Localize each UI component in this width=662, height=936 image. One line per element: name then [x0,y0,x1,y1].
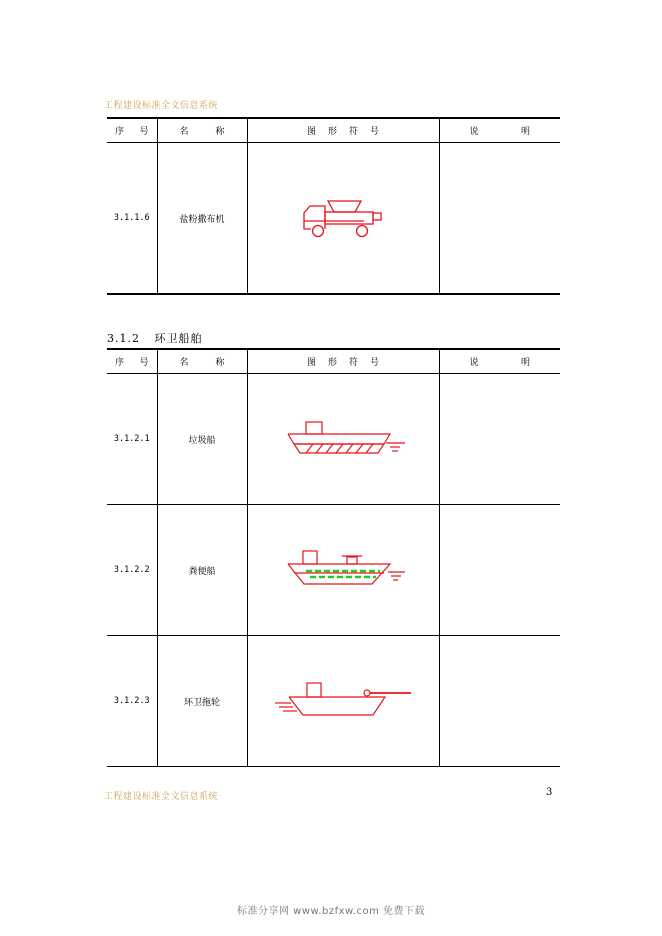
row-note [439,374,560,505]
row-name: 盐粉撒布机 [157,143,247,295]
header-name: 名 称 [157,349,247,374]
download-watermark: 标准分享网 www.bzfxw.com 免费下载 [237,906,425,917]
row-code: 3.1.1.6 [107,143,157,295]
row-code: 3.1.2.1 [107,374,157,505]
garbage-boat-icon [278,419,408,459]
page-number: 3 [546,787,553,798]
header-note: 说 明 [439,349,560,374]
sewage-boat-icon [278,548,408,592]
table-row [107,143,560,295]
symbol-table-2 [107,348,560,767]
header-seq: 序 号 [107,118,157,143]
salt-spreader-truck-icon [298,193,388,243]
row-name: 垃圾船 [157,374,247,505]
row-note [439,636,560,767]
header-note: 说 明 [439,118,560,143]
row-note [439,505,560,636]
row-code: 3.1.2.2 [107,505,157,636]
section-title [107,330,203,346]
symbol-table-1 [107,117,560,295]
row-symbol [247,636,439,767]
row-symbol [247,143,439,295]
table-row [107,636,560,767]
section-number: 3.1.2 [107,332,140,345]
table-row [107,505,560,636]
table-header-row [107,118,560,143]
row-note [439,143,560,295]
row-symbol [247,374,439,505]
footer-watermark: 工程建设标准全文信息系统 [104,792,219,802]
header-watermark: 工程建设标准全文信息系统 [104,101,219,111]
row-name: 粪便船 [157,505,247,636]
table-row [107,374,560,505]
row-symbol [247,505,439,636]
section-name: 环卫船舶 [154,332,203,345]
row-name: 环卫拖轮 [157,636,247,767]
header-symbol: 图 形 符 号 [247,349,439,374]
row-code: 3.1.2.3 [107,636,157,767]
header-name: 名 称 [157,118,247,143]
header-symbol: 图 形 符 号 [247,118,439,143]
sanitation-tugboat-icon [273,681,413,721]
table-header-row [107,349,560,374]
header-seq: 序 号 [107,349,157,374]
